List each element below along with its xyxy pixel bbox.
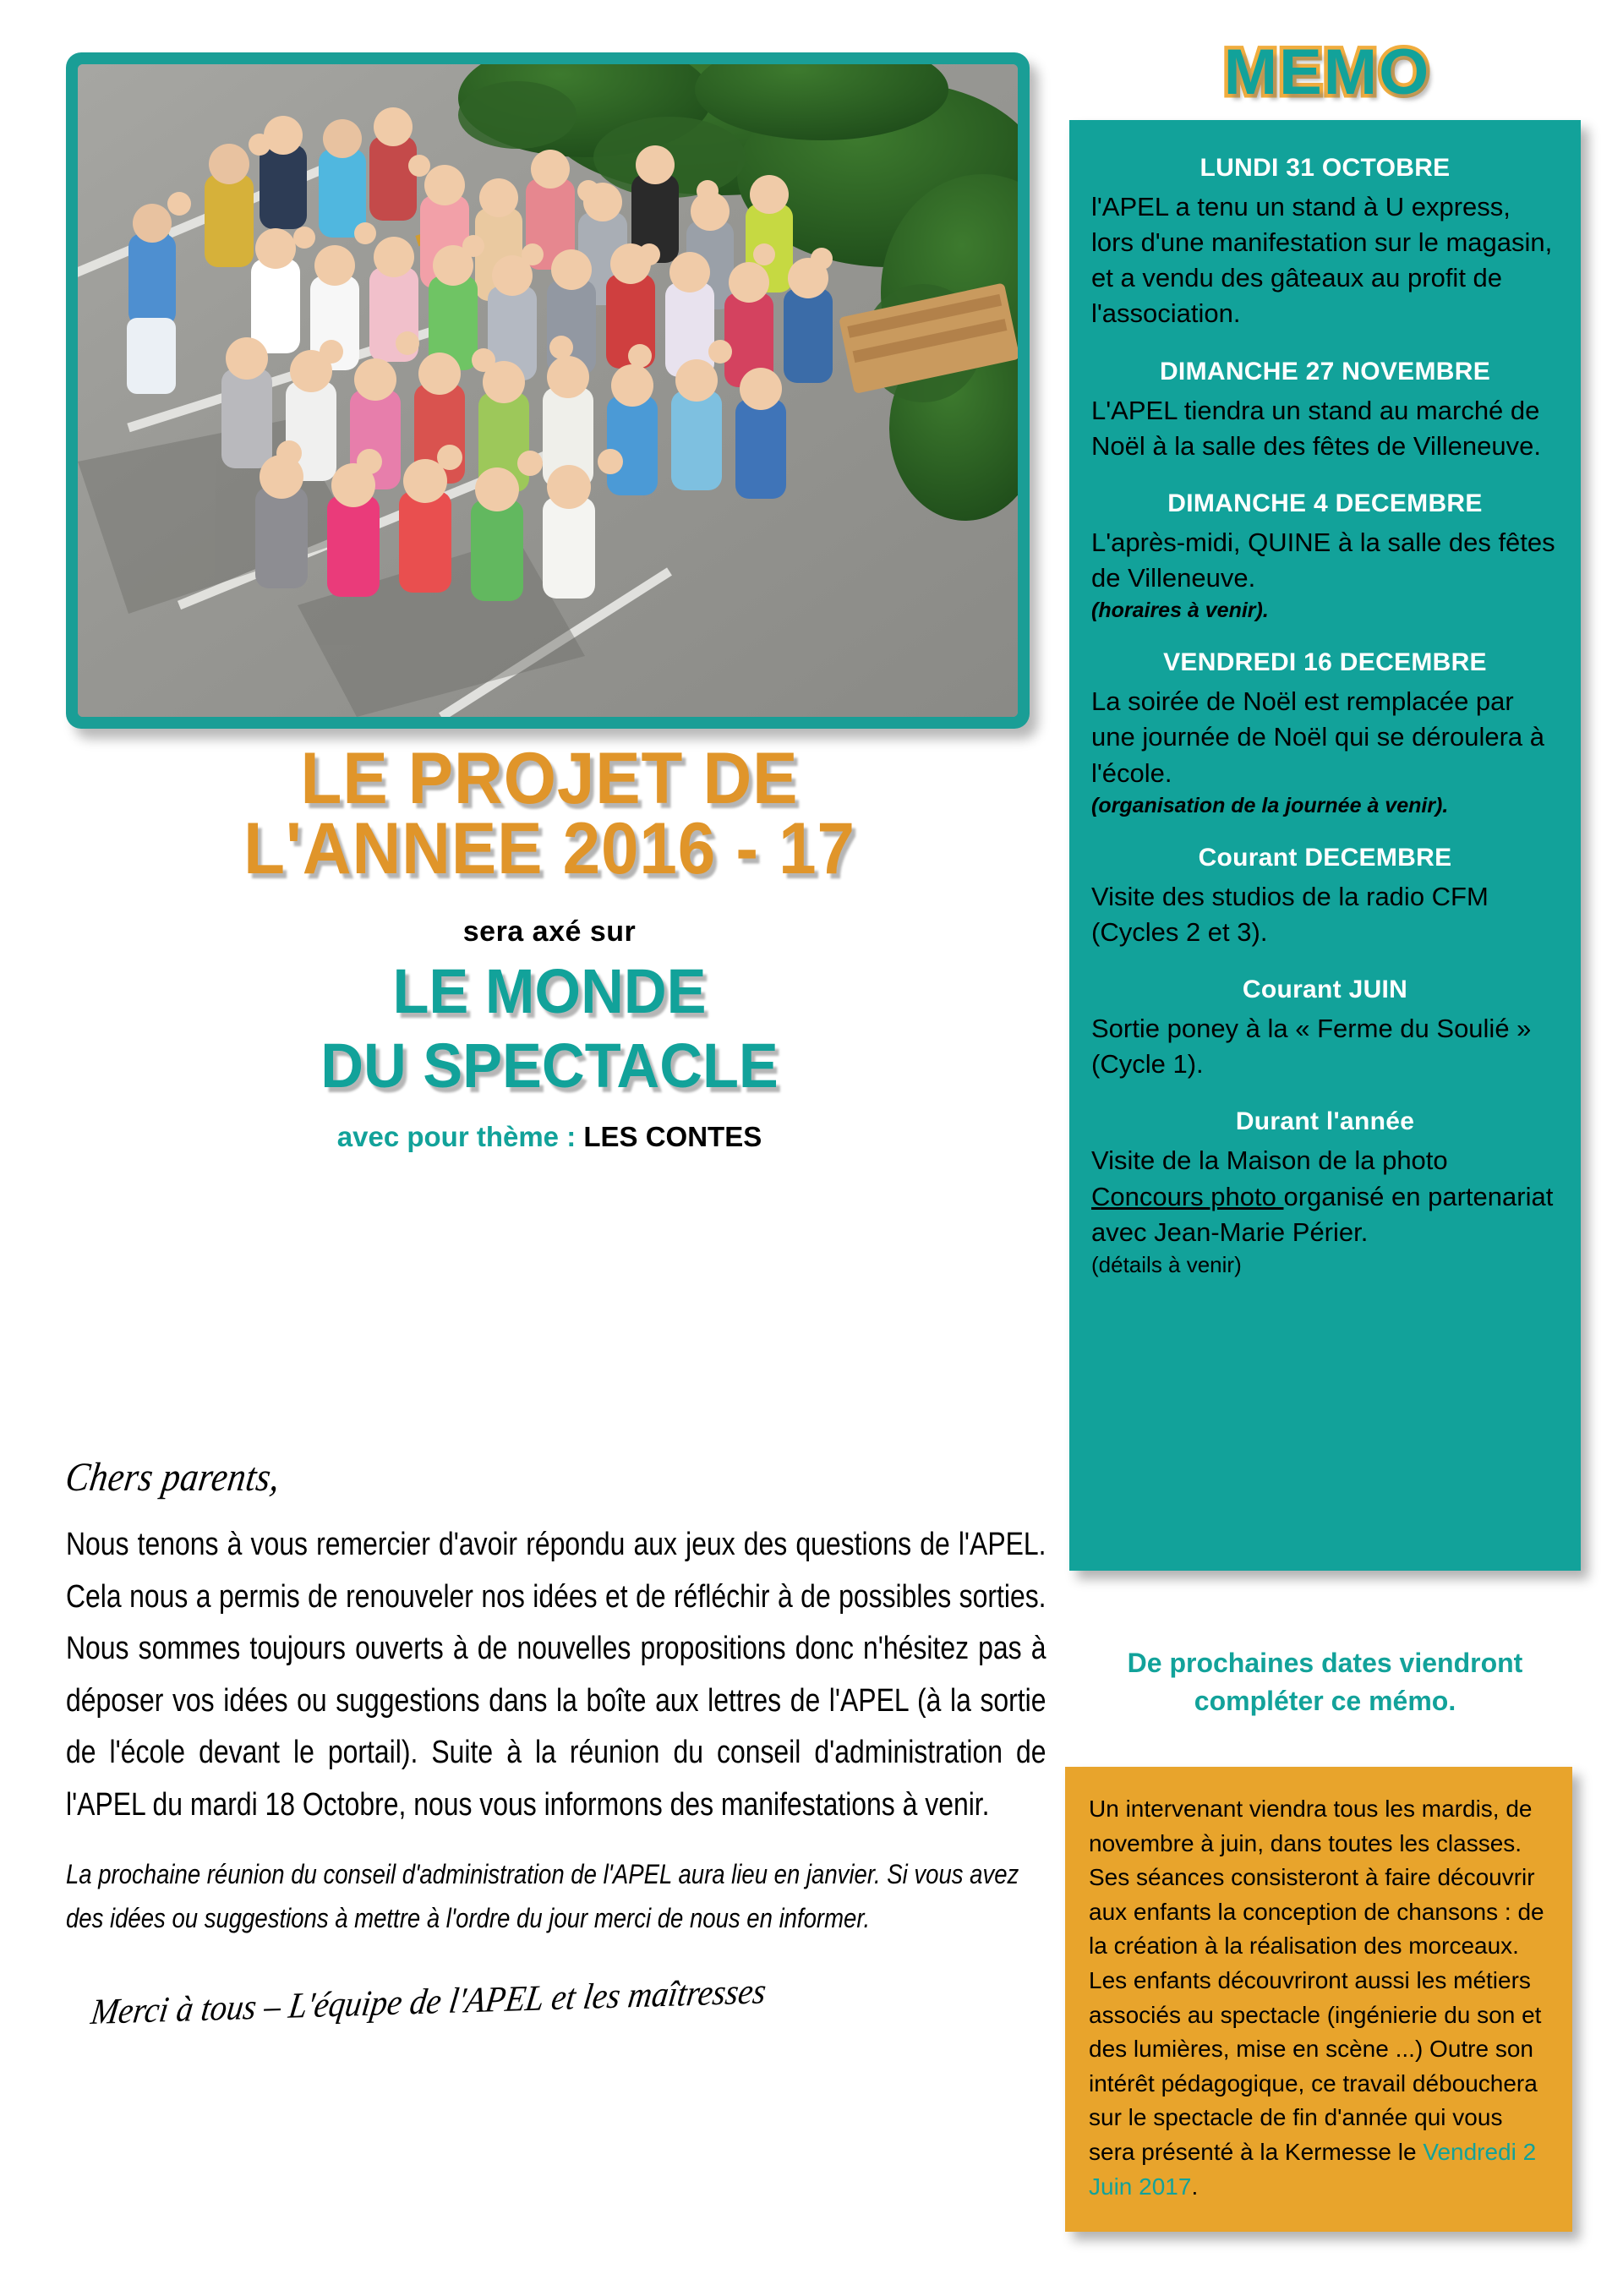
- letter-greeting: Chers parents,: [63, 1455, 284, 1500]
- project-lead-text: sera axé sur: [462, 915, 637, 948]
- project-title-line2: L'ANNEE 2016 - 17: [243, 808, 855, 890]
- theme-subtitle-value: LES CONTES: [583, 1120, 762, 1152]
- memo-entry-date-5: Courant JUIN: [1242, 976, 1408, 1004]
- memo-last-entry-line1: Visite de la Maison de la photo: [1091, 1145, 1448, 1176]
- memo-entry-text-0: l'APEL a tenu un stand à U express, lors d'une manifestation sur le magasin, et a vendu des gâteaux au profit de l'association.: [1091, 192, 1553, 329]
- schoolyard-photo-illustration: [78, 64, 1018, 717]
- memo-entry-text-4: Visite des studios de la radio CFM (Cycles 2 et 3).: [1091, 881, 1489, 947]
- parents-letter: [63, 1454, 1046, 2033]
- memo-box: [1069, 120, 1581, 1571]
- theme-title-line1: LE MONDE: [392, 955, 707, 1026]
- memo-last-entry-rest: organisé en partenariat avec Jean-Marie Périer.: [1091, 1181, 1554, 1247]
- project-title-line1: LE PROJET DE: [300, 738, 799, 819]
- memo-entry-date-0: LUNDI 31 OCTOBRE: [1199, 154, 1451, 182]
- memo-entry-text-5: Sortie poney à la « Ferme du Soulié » (Cycle 1).: [1091, 1014, 1532, 1080]
- memo-entry-note-2: (horaires à venir).: [1091, 599, 1269, 623]
- intervenant-info-box: [1065, 1767, 1572, 2232]
- memo-entry-date-1: DIMANCHE 27 NOVEMBRE: [1159, 357, 1491, 385]
- memo-footer: [1069, 1644, 1581, 1721]
- kermesse-date: Vendredi 2 Juin 2017: [1089, 2138, 1537, 2200]
- photo-frame: [66, 52, 1030, 729]
- memo-footer-line2: compléter ce mémo.: [1194, 1686, 1456, 1717]
- letter-paragraph-1: Nous tenons à vous remercier d'avoir répondu aux jeux des questions de l'APEL. Cela nous a permis de renouveler nos idées et de réfléchir à de possibles sorties. Nous sommes toujours ouverts à de nouvelles propositions donc n'hésitez pas à déposer vos idées ou suggestions dans la boîte aux lettres de l'APEL (à la sortie de l'école devant le portail). Suite à la réunion du conseil d'administration de l'APEL du mardi 18 Octobre, nous vous informons des manifestations à venir.: [66, 1527, 1046, 1823]
- theme-subtitle: [51, 1121, 1048, 1153]
- memo-title: MEMO: [1223, 36, 1431, 108]
- letter-signoff: Merci à tous – L'équipe de l'APEL et les maîtresses: [88, 1971, 769, 2032]
- memo-entry-text-2: L'après-midi, QUINE à la salle des fêtes de Villeneuve.: [1091, 527, 1555, 593]
- memo-entry-date-4: Courant DECEMBRE: [1198, 843, 1452, 872]
- letter-paragraph-2: La prochaine réunion du conseil d'administration de l'APEL aura lieu en janvier. Si vous avez des idées ou suggestions à mettre à l'ordre du jour merci de nous en informer.: [66, 1859, 1019, 1934]
- memo-last-entry-note: (détails à venir): [1091, 1251, 1242, 1277]
- memo-last-entry-text: [1091, 1143, 1559, 1249]
- theme-subtitle-label: avec pour thème :: [336, 1120, 584, 1152]
- theme-title-line2: DU SPECTACLE: [320, 1030, 779, 1101]
- memo-footer-line1: De prochaines dates viendront: [1127, 1648, 1523, 1678]
- intervenant-text-after: .: [1191, 2173, 1199, 2200]
- memo-last-entry-date: Durant l'année: [1235, 1107, 1415, 1136]
- memo-entry-note-3: (organisation de la journée à venir).: [1091, 793, 1449, 817]
- memo-entry-text-1: L'APEL tiendra un stand au marché de Noël à la salle des fêtes de Villeneuve.: [1091, 395, 1541, 461]
- memo-entry-text-3: La soirée de Noël est remplacée par une journée de Noël qui se déroulera à l'école.: [1091, 686, 1544, 788]
- memo-concours-photo-link[interactable]: Concours photo: [1091, 1181, 1284, 1211]
- headline-block: [51, 738, 1048, 1153]
- intervenant-info-text: [1089, 1792, 1549, 2204]
- memo-entry-date-2: DIMANCHE 4 DECEMBRE: [1167, 489, 1483, 517]
- schoolyard-photo: [78, 64, 1018, 717]
- memo-entry-date-3: VENDREDI 16 DECEMBRE: [1163, 648, 1487, 677]
- intervenant-text-before: Un intervenant viendra tous les mardis, de novembre à juin, dans toutes les classes. Ses séances consisteront à faire découvrir aux enfants la conception de chansons : de la création à la réalisation des morceaux. Les enfants découvriront aussi les métiers associés au spectacle (ingénierie du son et des lumières, mise en scène ...) Outre son intérêt pédagogique, ce travail débouchera sur le spectacle de fin d'année qui vous sera présenté à la Kermesse le: [1089, 1796, 1544, 2165]
